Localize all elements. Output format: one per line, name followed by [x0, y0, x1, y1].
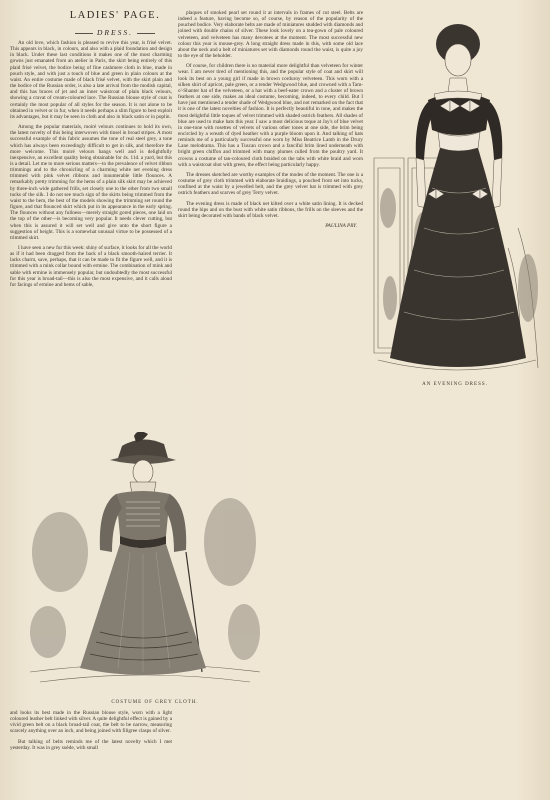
paragraph: Of course, for children there is no material more delightful than velveteen for winter wear. I am never tired of mentioning this, and the popular style of coat and skirt will look its best on a young girl if made in brown corduroy velveteen. This worn with a silken shirt of apricot, pale green, or a tender Wedgwood blue, and crowned with a Tam-o'-Shanter hat of the velveteen, or a hat with a beef-eater crown and a cluster of brown feathers at one side, makes an ideal costume, becoming, indeed, to every child. But I have just mentioned a tender shade of Wedgwood blue, and not remarked on the fact that it is one of the latest novelties of fashion. It is perfectly beautiful in tone, and makes the most delightful little toques of velvet trimmed with shaded ostrich feathers. All shades of blue are used to make hats this year. I saw a most delicious toque at Jay's of blue velvet in one-tone with rosettes of velvets of various other tones at one side, the brim being encircled by a wreath of dyed heather with a purple bloom upon it. And talking of hats reminds me of a particularly successful one worn by Miss Beatrice Lamb in the Drury Lane melodrama. This has a Tuscan crown and a fanciful brim lined underneath with bright green chiffon and trimmed with many plumes culled from the poultry yard. It crowns a costume of tan-coloured cloth braided on the tabs with white braid and worn with a waistcoat shot with green, the effect being particularly happy.: [178, 63, 363, 168]
section-heading: DRESS.: [60, 28, 170, 37]
grey-cloth-illustration: [30, 432, 260, 694]
left-column: [10, 40, 172, 380]
evening-dress-caption: AN EVENING DRESS.: [422, 382, 488, 387]
author-signature: PAULINA PRY.: [325, 223, 357, 229]
paragraph: An old love, which fashion is pleased to revive this year, is frisé velvet. This appears in black, in colours, and also with a plaid foundation and design in black. Under these last conditions it makes one of the most charming gowns just emanated from an atelier in Paris, the skirt being entirely of this plaid frisé velvet, the bodice being of fine cashmere cloth in blue, made in pouch style, and with just a touch of blue and green in plain colours at the waist. An entire costume made of black frisé velvet, with the skirt plain and the bodice of the Russian order, is also a late arrival from the modish capital, and this has braces of jet and an inner waistcoat of plain black velours, showing a cravat of cream-coloured lace. The Russian blouse style of coat is certainly the most popular of all styles for the season. It is not alone to be obtained in velvet or in fur, when it needs perhaps a slim figure to best exploit its advantages, but it may be seen in cloth and also in black satin or in poplin.: [10, 40, 172, 120]
page-title: LADIES' PAGE.: [69, 10, 161, 21]
paragraph: and looks its best made in the Russian blouse style, worn with a light coloured leather belt linked with silver. A quite delightful effect is gained by a vivid green belt on a black broad-tail coat, the belt to be narrow, measuring scarcely anything over an inch, and being joined with filigree clasps of silver.: [10, 710, 172, 735]
paragraph: But talking of belts reminds me of the latest novelty which I met yesterday. It was in grey suède, with small: [10, 738, 172, 751]
paragraph: Among the popular materials, moiré velours continues to hold its own, the latest novelty of this being interwoven with tinsel in broad stripes. A most successful example of this fabric assumes the tone of real steel grey, a tone which has always been exceedingly difficult to get in silk, and therefore the more welcome. This moiré velours hangs well and is delightfully inexpensive, an excellent quality being obtainable for 4s. 11d. a yard, but this is a detail. Let me to more serious matters—to the prevalence of velvet ribbon trimmings and to the chronicling of a charming white net evening dress trimmed with pink velvet ribbons and innumerable little flounces. A remarkably pretty trimming for the hems of a plain silk skirt may be achieved by three-inch wide gathered frills, set closely one to the other from two small tucks of the silk. I do not see much sign of the skirts being trimmed from the waist to the hem, the best of the models showing the trimming set round the figure, and that flounced skirt which put in its appearance in the early spring. The flounces without any fullness—merely straight gored pieces, one laid on the top of the other—is becoming very popular. It needs clever cutting, but when this is assured it will set well and give unto the short figure a suggestion of height. This is a somewhat unusual virtue to be possessed of a trimmed skirt.: [10, 124, 172, 241]
paragraph: I have seen a new fur this week: shiny of surface, it looks for all the world as if it had been dragged from the back of a black smooth-haired terrier. It lacks charm, save, perhaps, that it can be made to fit the figure well, and it is trimmed with a mink collar bound with ermine. The combination of mink and sable with ermine is immensely popular, but undoubtedly the most successful for this year is broad-tail—this is also the most expensive, and it calls aloud for facings of ermine and hems of sable,: [10, 245, 172, 288]
paragraph: The dresses sketched are worthy examples of the modes of the moment. The one is a costume of grey cloth trimmed with elaborate braidings, a pouched front set into tucks, confined at the waist by a jewelled belt, and the grey velvet hat is trimmed with grey ostrich feathers and scarves of grey Terry velvet.: [178, 171, 363, 197]
bottom-column: [10, 710, 172, 798]
paragraph: plaques of smoked pearl set round it at intervals in frames of cut steel. Belts are indeed a feature, having become so, of course, by reason of the popularity of the pouched bodice. Very elaborate belts are made of miniatures studded with diamonds and joined with double chains of silver. These look lovely on a tea-gown of pale coloured velveteen, and velveteen has many devotees at the moment. The most successful new colour this year is mouse-grey. A long straight dress made in this, with some old lace about the neck and a belt of miniatures set with diamonds round the waist, is quite a joy to the eye of the beholder.: [178, 10, 363, 60]
grey-cloth-caption: COSTUME OF GREY CLOTH.: [111, 700, 199, 705]
right-column: [178, 10, 363, 365]
paragraph: The evening dress is made of black net kilted over a white satin lining. It is decked round the hips and on the bust with white satin ribbons, the frills on the sleeves and the skirt being decorated with bands of black velvet.: [178, 200, 363, 219]
evening-dress-illustration: [368, 8, 543, 380]
